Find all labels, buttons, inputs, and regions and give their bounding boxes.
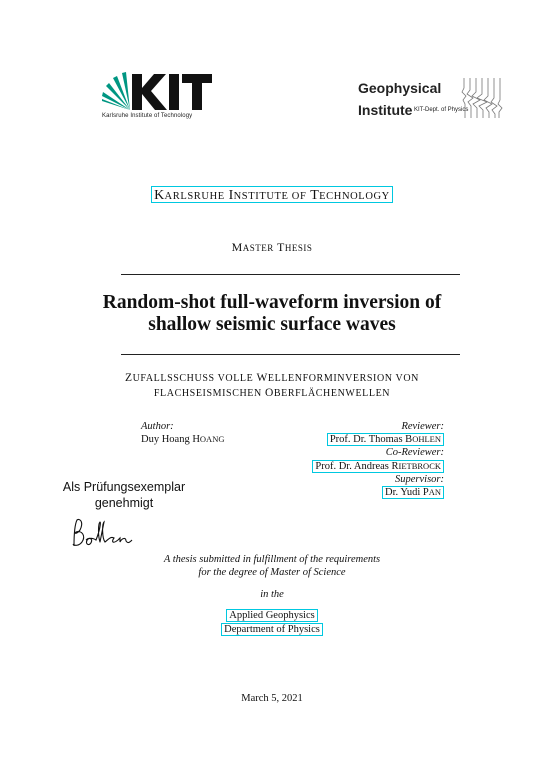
title-line-1: Random-shot full-waveform inversion of <box>102 292 442 313</box>
geophysical-institute-logo <box>356 76 506 120</box>
reviewer-name-link[interactable]: Prof. Dr. Thomas BOHLEN <box>327 433 444 446</box>
seismogram-icon <box>460 76 504 120</box>
kit-subtitle: Karlsruhe Institute of Technology <box>102 113 193 119</box>
co-reviewer-name-link[interactable]: Prof. Dr. Andreas RIETBROCK <box>312 460 444 473</box>
supervisor-label: Supervisor: <box>395 473 444 485</box>
thesis-title <box>0 292 544 336</box>
group-block <box>0 609 544 637</box>
submission-date: March 5, 2021 <box>241 693 303 704</box>
stamp-line-2: genehmigt <box>94 496 154 510</box>
gpi-dept-text: KIT-Dept. of Physics <box>414 107 469 113</box>
group-link[interactable]: Applied Geophysics <box>226 609 317 622</box>
co-reviewer-label: Co-Reviewer: <box>385 447 444 459</box>
thesis-statement <box>0 553 544 579</box>
title-line-2: shallow seismic surface waves <box>148 314 396 335</box>
subtitle-line-1: ZUFALLSSCHUSS VOLLE WELLENFORMINVERSION VON <box>124 372 419 384</box>
university-link[interactable]: KARLSRUHE INSTITUTE OF TECHNOLOGY <box>151 186 393 203</box>
department-link[interactable]: Department of Physics <box>221 623 323 636</box>
title-rule-bottom <box>121 354 460 355</box>
title-rule-top <box>121 274 460 275</box>
handwritten-signature <box>68 516 152 552</box>
german-subtitle <box>0 371 544 401</box>
statement-line-2: for the degree of Master of Science <box>198 567 346 578</box>
statement-line-1: A thesis submitted in fulfillment of the requirements <box>163 554 381 565</box>
approval-stamp <box>44 479 204 511</box>
gpi-institute-text: Institute <box>358 102 413 118</box>
supervisor-name-link[interactable]: Dr. Yudi PAN <box>382 486 444 499</box>
subtitle-line-2: FLACHSEISMISCHEN OBERFLÄCHENWELLEN <box>153 387 391 399</box>
gpi-geophysical-text: Geophysical <box>358 80 442 96</box>
author-name: Duy Hoang HOANG <box>141 434 225 445</box>
reviewer-label: Reviewer: <box>401 421 444 432</box>
in-the-text: in the <box>260 589 284 600</box>
document-type: MASTER THESIS <box>231 240 313 254</box>
author-block <box>141 420 224 446</box>
author-label: Author: <box>141 421 174 432</box>
stamp-line-1: Als Prüfungsexemplar <box>62 480 186 494</box>
reviewers-block <box>312 420 444 499</box>
university-name <box>0 187 544 204</box>
kit-emblem <box>100 70 212 114</box>
kit-logo <box>100 70 212 122</box>
